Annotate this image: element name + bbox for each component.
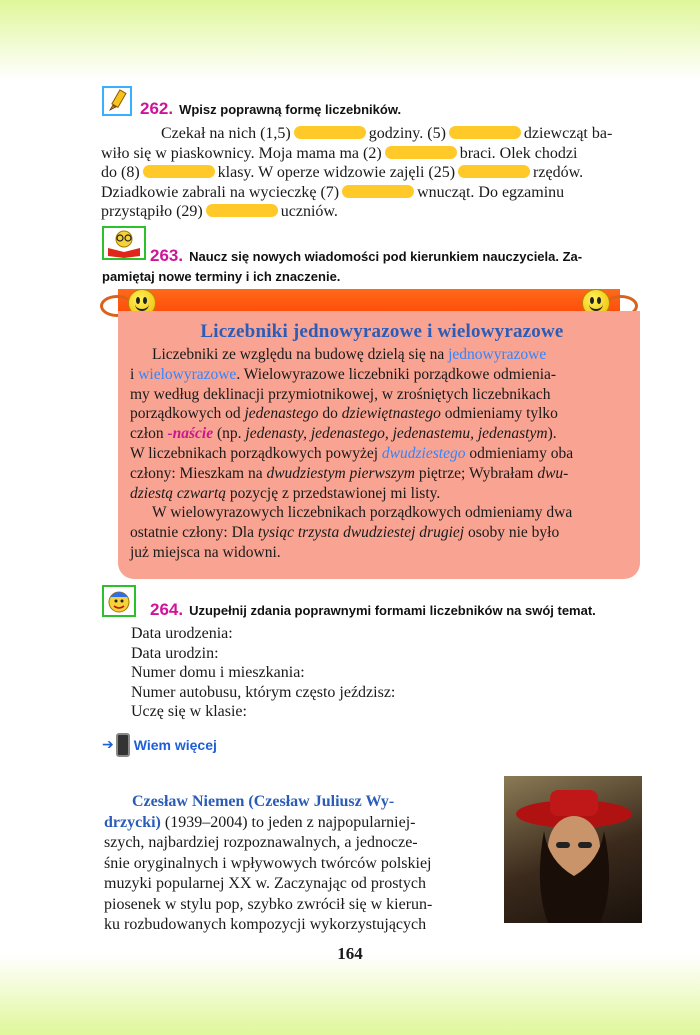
task-264-lines bbox=[131, 624, 395, 722]
text-line: Dziadkowie zabrali na wycieczkę (7) wnucząt. Do egzaminu bbox=[101, 183, 565, 201]
reading-student-icon bbox=[102, 226, 146, 260]
task-number: 264. bbox=[150, 600, 184, 619]
task-262-heading bbox=[140, 99, 401, 119]
info-box-text: Liczebniki ze względu na budowę dzielą się na jednowyrazowe i wielowyrazowe. Wielowyrazowe liczebniki porządkowe odmienia- my według deklinacji przymiotnikowej, w zrośniętych liczebnikach porządkowych od jedenastego do dziewiętnastego odmieniamy tylko człon -naście (np. jedenasty, jedenastego, jedenastemu, jedenastym). W liczebnikach porządkowych powyżej dwudziestego odmieniamy oba człony: Mieszkam na dwudziestym pierwszym piętrze; Wybrałam dwu- dziestą czwartą pozycję z przedstawionej mi listy. W wielowyrazowych liczebnikach porządkowych odmieniamy dwa ostatnie człony: Dla tysiąc trzysta dwudziestej drugiej osoby nie było już miejsca na widowni. bbox=[130, 346, 574, 561]
info-box-body bbox=[118, 311, 640, 579]
text-line: do (8) klasy. W operze widzowie zajęli (25) rzędów. bbox=[101, 164, 584, 181]
pencil-icon bbox=[102, 86, 132, 116]
answer-blank[interactable] bbox=[206, 204, 278, 217]
task-264-heading: 264. Uzupełnij zdania poprawnymi formami liczebników na swój temat. bbox=[150, 600, 596, 619]
tablet-icon bbox=[116, 733, 130, 757]
text-line: wiło się w piaskownicy. Moja mama ma (2) braci. Olek chodzi bbox=[101, 144, 578, 162]
task-263-heading: 263. Naucz się nowych wiadomości pod kierunkiem nauczyciela. Za- pamiętaj nowe terminy i ich znaczenie. bbox=[102, 246, 583, 284]
info-box-title: Liczebniki jednowyrazowe i wielowyrazowe bbox=[200, 321, 564, 342]
thinking-smiley-icon bbox=[102, 585, 136, 617]
fill-line[interactable]: Uczę się w klasie: bbox=[131, 703, 247, 720]
fill-line[interactable]: Data urodzenia: bbox=[131, 625, 233, 642]
fill-line[interactable]: Numer autobusu, którym często jeździsz: bbox=[131, 683, 396, 701]
answer-blank[interactable] bbox=[143, 165, 215, 178]
answer-blank[interactable] bbox=[385, 146, 457, 159]
task-number: 263. bbox=[150, 246, 184, 265]
more-info-label: Wiem więcej bbox=[133, 737, 217, 753]
task-title: Wpisz poprawną formę liczebników. bbox=[179, 102, 402, 117]
text-line: Czekał na nich (1,5) godziny. (5) dziewcząt ba- bbox=[161, 125, 613, 142]
task-number: 262. bbox=[140, 99, 174, 118]
fill-line[interactable]: Numer domu i mieszkania: bbox=[131, 664, 305, 681]
fill-line[interactable]: Data urodzin: bbox=[131, 644, 219, 662]
info-box bbox=[100, 289, 638, 579]
page-number: 164 bbox=[337, 944, 363, 963]
answer-blank[interactable] bbox=[449, 126, 521, 139]
more-info-heading bbox=[102, 733, 217, 757]
more-info-text: Czesław Niemen (Czesław Juliusz Wy- drzycki) (1939–2004) to jeden z najpopularniej- szych, najbardziej rozpoznawalnych, a jednocze- śnie oryginalnych i wpływowych twórców polskiej muzyki popularnej XX w. Zaczynając od prostych piosenek w stylu pop, szybko zwrócił się w kierun- ku rozbudowanych kompozycji wykorzystujących bbox=[104, 793, 433, 933]
portrait-photo bbox=[504, 776, 642, 923]
answer-blank[interactable] bbox=[458, 165, 530, 178]
task-262-text bbox=[101, 124, 641, 222]
text-line: przystąpiło (29) uczniów. bbox=[101, 203, 338, 220]
arrow-icon: ➔ bbox=[102, 737, 114, 753]
answer-blank[interactable] bbox=[294, 126, 366, 139]
answer-blank[interactable] bbox=[342, 185, 414, 198]
